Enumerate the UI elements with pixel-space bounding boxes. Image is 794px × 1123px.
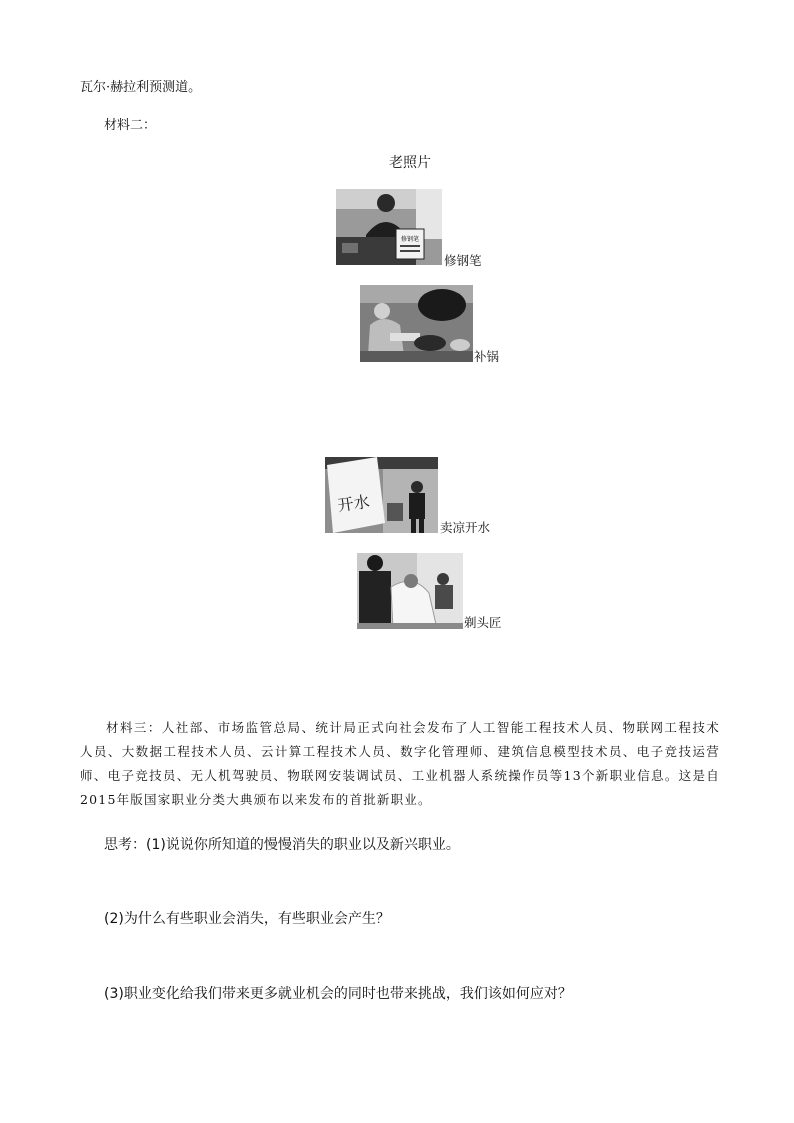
- question-2: (2)为什么有些职业会消失，有些职业会产生？: [104, 911, 390, 927]
- caption-water-selling: 卖凉开水: [440, 520, 491, 535]
- question-1: 思考：(1)说说你所知道的慢慢消失的职业以及新兴职业。: [104, 837, 460, 853]
- caption-barber: 剃头匠: [464, 615, 502, 630]
- photos-title: 老照片: [389, 155, 431, 171]
- photo-pen-repair: [336, 189, 442, 265]
- question-3: (3)职业变化给我们带来更多就业机会的同时也带来挑战，我们该如何应对？: [104, 986, 572, 1002]
- header-line: 瓦尔·赫拉利预测道。: [80, 80, 202, 95]
- material3-paragraph: 材料三：人社部、市场监管总局、统计局正式向社会发布了人工智能工程技术人员、物联网工程技术人员、大数据工程技术人员、云计算工程技术人员、数字化管理师、建筑信息模型技术员、电子竞技运营师、电子竞技员、无人机驾驶员、物联网安装调试员、工业机器人系统操作员等13个新职业信息。这是自2015年版国家职业分类大典颁布以来发布的首批新职业。: [80, 720, 720, 807]
- photo-water-selling: [325, 457, 438, 533]
- photo-barber: [357, 553, 463, 629]
- caption-pot-mending: 补锅: [474, 349, 500, 364]
- photo-pot-mending: [360, 285, 473, 362]
- water-sign-text: 开水: [336, 491, 371, 516]
- caption-pen-repair: 修钢笔: [444, 253, 482, 268]
- pen-sign-text: 修钢笔: [400, 236, 420, 243]
- material2-label: 材料二：: [104, 118, 157, 133]
